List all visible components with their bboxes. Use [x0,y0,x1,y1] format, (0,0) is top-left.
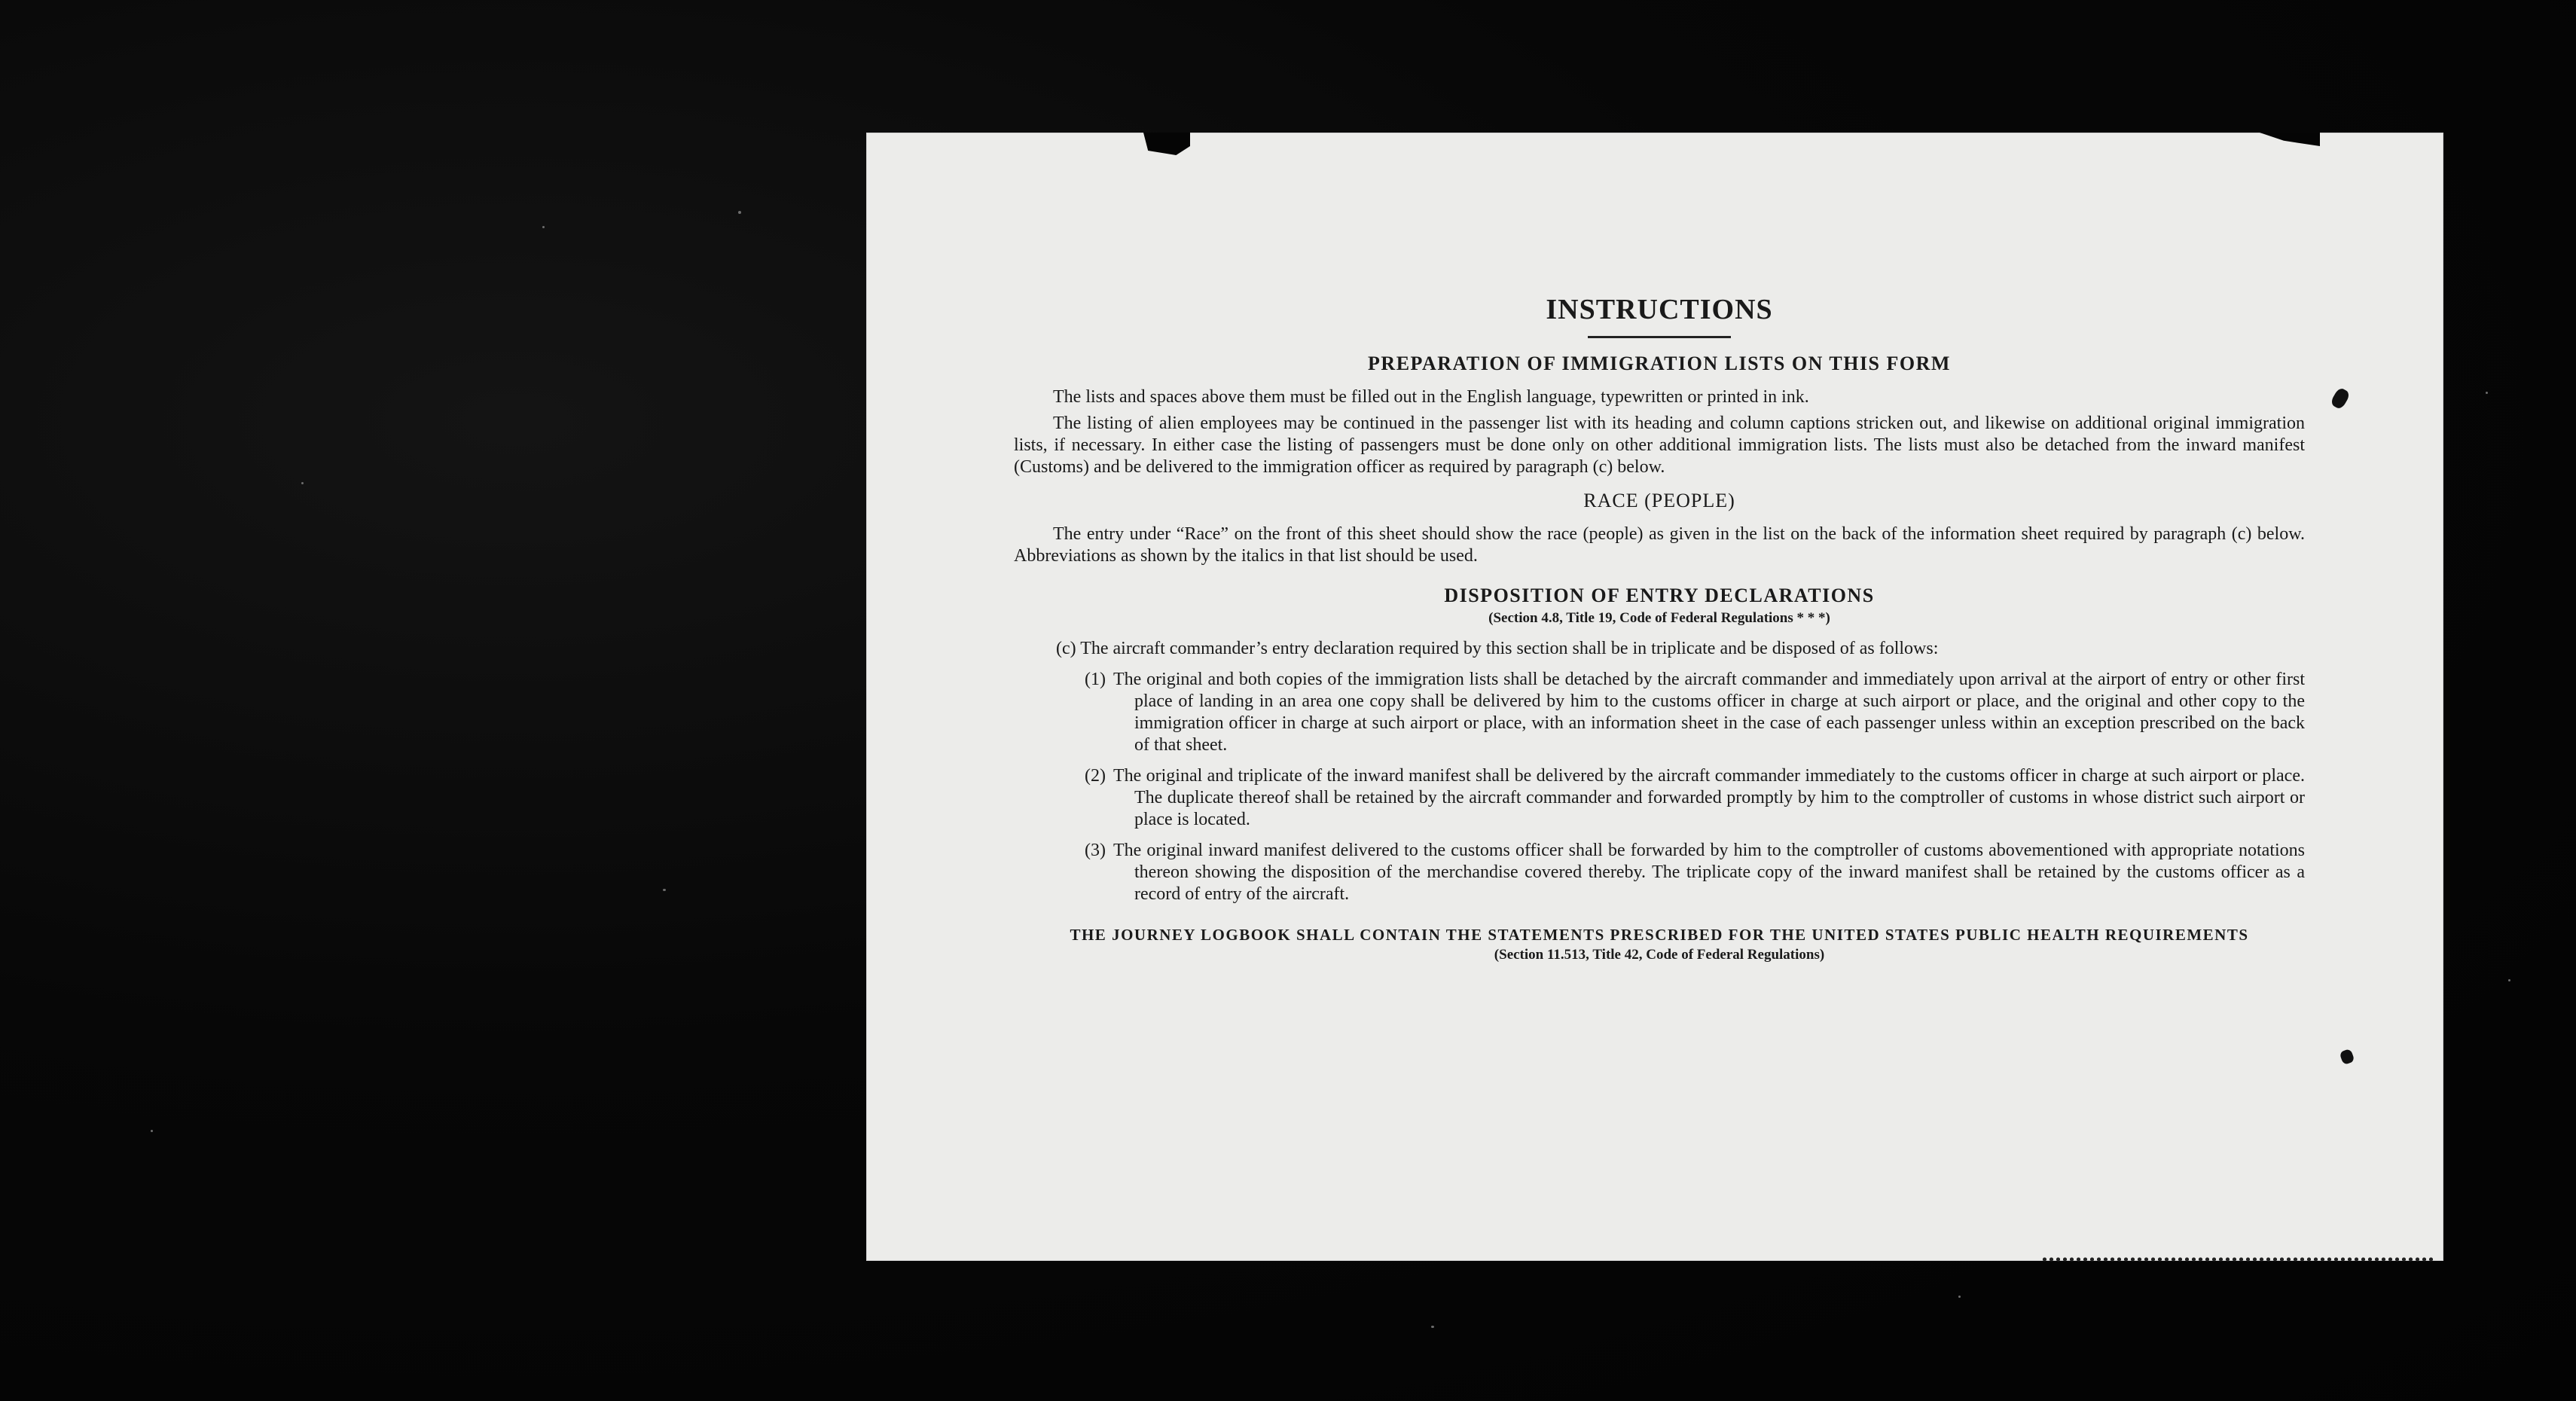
preparation-paragraph-1: The lists and spaces above them must be filled out in the English language, typewritten or printed in ink. [1053,387,1809,407]
torn-edge [1143,133,1190,155]
footer-heading: THE JOURNEY LOGBOOK SHALL CONTAIN THE STATEMENTS PRESCRIBED FOR THE UNITED STATES PUBLIC HEALTH REQUIREMENTS [1070,926,2249,944]
disposition-citation: (Section 4.8, Title 19, Code of Federal Regulations * * *) [1488,610,1830,626]
section-heading-preparation: PREPARATION OF IMMIGRATION LISTS ON THIS FORM [1368,353,1951,374]
dust-speck [542,226,545,228]
instructions-content [1014,292,2305,964]
dust-speck [738,211,741,214]
list-item [1014,669,2305,756]
list-item-number: (2) [1085,766,1106,786]
dust-speck [663,889,666,891]
list-item-number: (3) [1085,841,1106,860]
dust-speck [2508,979,2510,981]
title-rule [1588,336,1731,338]
footer-citation: (Section 11.513, Title 42, Code of Federal Regulations) [1494,947,1825,963]
dust-speck [151,1130,153,1132]
list-item-text: The original inward manifest delivered to the customs officer shall be forwarded by him to the comptroller of customs abovementioned with appropriate notations thereon showing the disposition of the merchandise covered thereby. The triplicate copy of the inward manifest shall be retained by the customs officer as a record of entry of the aircraft. [1113,841,2305,904]
list-item [1014,765,2305,831]
list-item-text: The original and both copies of the immigration lists shall be detached by the aircraft commander and immediately upon arrival at the airport of entry or other first place of landing in an area one copy shall be delivered by him to the customs officer in charge at such airport or place, and the original and other copy to the immigration officer in charge at such airport or place, with an information sheet in the case of each passenger unless within an exception prescribed on the back of that sheet. [1113,670,2305,755]
preparation-paragraph-2: The listing of alien employees may be continued in the passenger list with its heading and column captions stricken out, and likewise on additional original immigration lists, if necessary. In either case the listing of passengers must be done only on other additional immigration lists. The lists must also be detached from the inward manifest (Customs) and be delivered to the immigration officer as required by paragraph (c) below. [1014,414,2305,477]
ink-mark [2339,1048,2355,1065]
dust-speck [1958,1296,1961,1298]
section-heading-disposition: DISPOSITION OF ENTRY DECLARATIONS [1444,585,1875,606]
dust-speck [301,482,304,484]
document-sheet [866,133,2443,1261]
disposition-lead: (c) The aircraft commander’s entry declaration required by this section shall be in triplicate and be disposed of as follows: [1056,639,1939,658]
torn-edge [2260,133,2320,146]
race-paragraph: The entry under “Race” on the front of this sheet should show the race (people) as given in the list on the back of the information sheet required by paragraph (c) below. Abbreviations as shown by the italics in that list should be used. [1014,524,2305,566]
dust-speck [2486,392,2488,394]
list-item-text: The original and triplicate of the inward manifest shall be delivered by the aircraft commander immediately to the customs officer in charge at such airport or place. The duplicate thereof shall be retained by the aircraft commander and forwarded promptly by him to the comptroller of customs in whose district such airport or place is located. [1113,766,2305,829]
disposition-list [1014,669,2305,905]
list-item-number: (1) [1085,670,1106,689]
bleed-through-text [1815,178,1822,206]
document-title: INSTRUCTIONS [1546,294,1773,325]
perforation-edge [2041,1256,2433,1262]
dust-speck [1431,1326,1434,1328]
section-heading-race: RACE (PEOPLE) [1583,490,1735,511]
ink-mark [2330,386,2352,411]
list-item [1014,840,2305,905]
